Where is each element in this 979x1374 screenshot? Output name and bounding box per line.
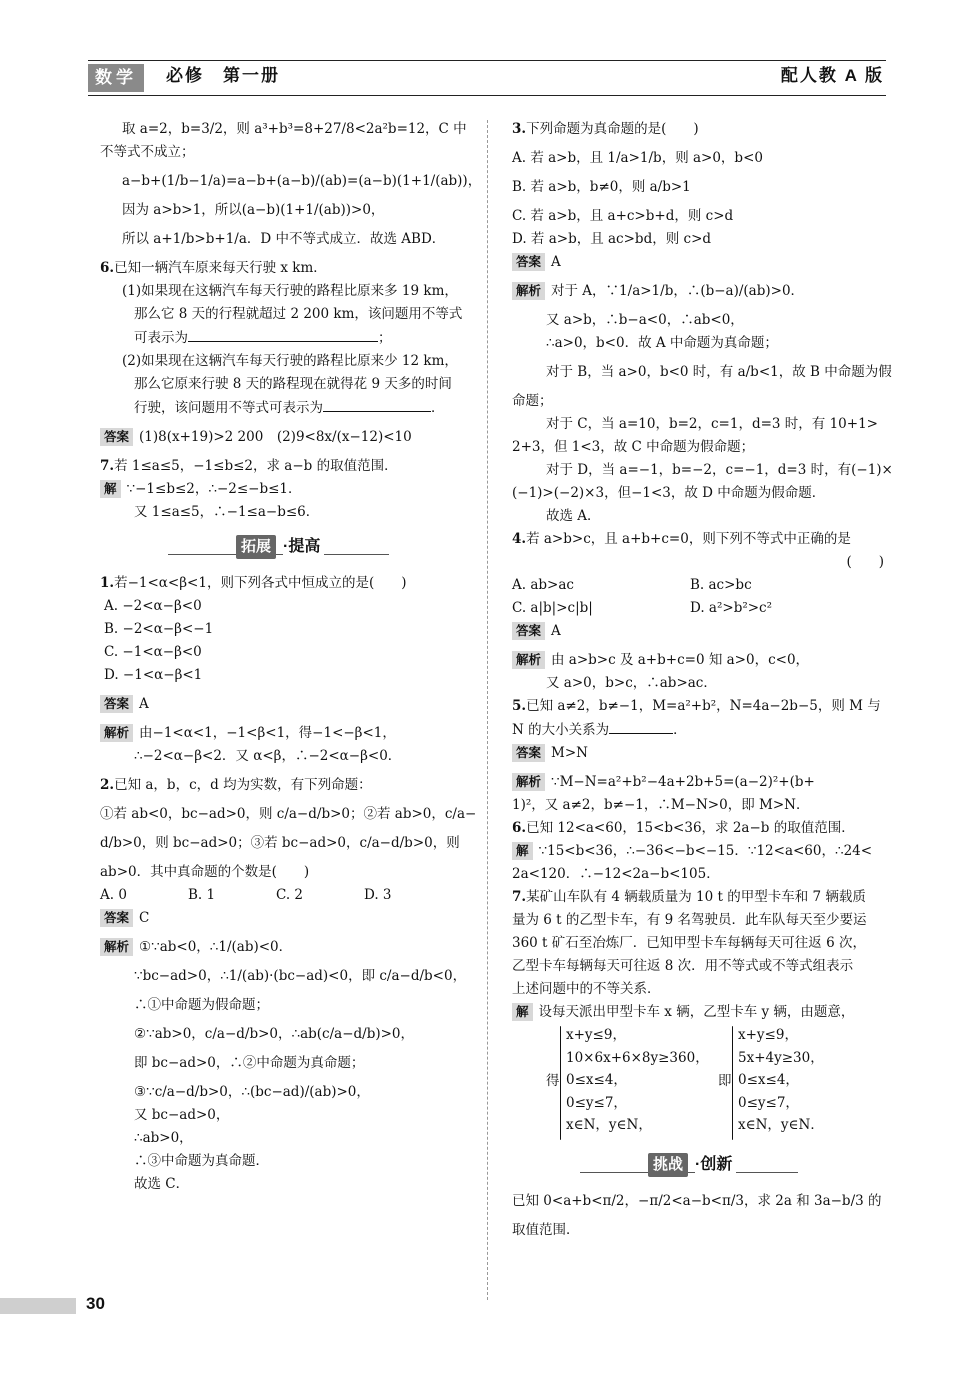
column-divider: [487, 120, 488, 1300]
text-line: 已知 0<a+b<π/2，−π/2<a−b<π/3，求 2a 和 3a−b/3 的: [512, 1193, 882, 1209]
analysis-line: 命题；: [512, 393, 553, 409]
answer-text: C: [139, 910, 150, 926]
brace-left: [560, 1026, 561, 1140]
question-7-right: [512, 886, 884, 1142]
answer-text: A: [551, 254, 561, 270]
text-line: 因为 a>b>1，所以(a−b)(1+1/(ab))>0，: [122, 202, 385, 218]
answer-tag: 答案: [512, 622, 545, 640]
system-2: [738, 1024, 824, 1137]
text-line: ab>0．其中真命题的个数是( ): [100, 864, 310, 880]
text-line: a−b+(1/b−1/a)=a−b+(a−b)/(ab)=(a−b)(1+1/(ab))，: [122, 173, 482, 189]
analysis-line: 对于 D，当 a=−1，b=−2，c=−1，d=3 时，有(−1)×: [546, 462, 893, 478]
answer-blank[interactable]: [609, 718, 673, 734]
solution-line: 2a<120．∴−12<2a−b<105．: [512, 866, 720, 882]
left-column: [100, 118, 482, 1196]
option-d: D. a²>b²>c²: [690, 600, 773, 616]
question-number: 3.: [512, 121, 527, 137]
section-heading-challenge: [512, 1150, 884, 1184]
analysis-line: 又 bc−ad>0，: [134, 1107, 230, 1123]
page-header: [88, 60, 886, 96]
question-number: 6.: [100, 260, 115, 276]
question-6-right: [512, 817, 884, 886]
question-number: 2.: [100, 777, 115, 793]
text-line: d/b>0，则 bc−ad>0；③若 bc−ad>0，c/a−d/b>0，则: [100, 835, 460, 851]
solution-line: ∵15<b<36，∴−36<−b<−15．∵12<a<60，∴24<: [538, 843, 873, 859]
inequality-systems: [512, 1024, 884, 1142]
question-stem: 已知 12<a<60，15<b<36，求 2a−b 的取值范围．: [526, 820, 855, 836]
text-line: 可表示为: [134, 330, 188, 346]
question-4: [512, 528, 884, 695]
analysis-line: ③∵c/a−d/b>0，∴(bc−ad)/(ab)>0，: [134, 1084, 370, 1100]
analysis-line: 2+3，但 1<3，故 C 中命题为假命题；: [512, 439, 755, 455]
exercise-1: [100, 572, 475, 768]
question-number: 7.: [512, 889, 527, 905]
question-6: [100, 257, 475, 449]
solution-tag: 解: [512, 1003, 533, 1021]
analysis-line: (−1)>(−2)×3，但−1<3，故 D 中命题为假命题．: [512, 485, 826, 501]
question-stem: 某矿山车队有 4 辆载质量为 10 t 的甲型卡车和 7 辆载质: [526, 889, 866, 905]
text-line: ①若 ab<0，bc−ad>0，则 c/a−d/b>0；②若 ab>0，c/a−: [100, 806, 477, 822]
system-prefix: 即: [718, 1073, 732, 1089]
system-line: x+y≤9，: [738, 1027, 798, 1043]
question-7: [100, 455, 475, 524]
question-stem: 若 a>b>c，且 a+b+c=0，则下列不等式中正确的是: [526, 531, 851, 547]
system-line: x∈N，y∈N，: [566, 1117, 652, 1133]
analysis-line: 由 a>b>c 及 a+b+c=0 知 a>0，c<0，: [551, 652, 810, 668]
text-line: 上述问题中的不等关系．: [512, 981, 661, 997]
answer-tag: 答案: [512, 744, 545, 762]
option-b: B. 若 a>b，b≠0，则 a/b>1: [512, 179, 691, 195]
text-line: 那么它原来行驶 8 天的路程现在就得花 9 天多的时间: [134, 376, 452, 392]
answer-blank[interactable]: [323, 396, 431, 412]
question-number: 1.: [100, 575, 115, 591]
analysis-tag: 解析: [512, 282, 545, 300]
analysis-line: ①∵ab<0，∴1/(ab)<0．: [139, 939, 293, 955]
text-line: 不等式不成立；: [100, 144, 195, 160]
answer-text: (1)8(x+19)>2 200 (2)9<8x/(x−12)<10: [139, 429, 412, 445]
section-title: ·提高: [283, 535, 324, 559]
option-c: C. 若 a>b，且 a+c>b+d，则 c>d: [512, 208, 734, 224]
right-column: [512, 118, 893, 1242]
page-number: 30: [86, 1294, 105, 1313]
question-number: 5.: [512, 698, 527, 714]
challenge-question: [512, 1190, 884, 1242]
analysis-line: 又 a>b，∴b−a<0，∴ab<0，: [546, 312, 744, 328]
section-rule: [168, 554, 389, 555]
option-c: C. 2: [276, 887, 304, 903]
system-line: x∈N，y∈N．: [738, 1117, 824, 1133]
analysis-line: ∵bc−ad>0，∴1/(ab)·(bc−ad)<0，即 c/a−d/b<0，: [134, 968, 467, 984]
analysis-tag: 解析: [512, 651, 545, 669]
subject-badge: 数学: [88, 64, 144, 92]
solution-line: 又 1≤a≤5，∴−1≤a−b≤6．: [134, 504, 320, 520]
text-line: 量为 6 t 的乙型卡车，有 9 名驾驶员．此车队每天至少要运: [512, 912, 867, 928]
option-a: A. 0: [100, 887, 127, 903]
solution-tag: 解: [512, 842, 533, 860]
analysis-line: 故选 A．: [546, 508, 601, 524]
option-b: B. 1: [188, 887, 216, 903]
analysis-line: 即 bc−ad>0，∴②中命题为真命题；: [134, 1055, 365, 1071]
section-box-label: 挑战: [648, 1153, 688, 1177]
solution-line: ∵−1≤b≤2，∴−2≤−b≤1．: [126, 481, 302, 497]
solution-tag: 解: [100, 480, 121, 498]
question-stem: 若−1<α<β<1，则下列各式中恒成立的是( ): [114, 575, 407, 591]
analysis-line: 由−1<α<1，−1<β<1，得−1<−β<1，: [139, 725, 396, 741]
text-line: 所以 a+1/b>b+1/a．D 中不等式成立．故选 ABD．: [122, 231, 446, 247]
intro-solution: [100, 118, 482, 251]
text-line: 取值范围．: [512, 1222, 580, 1238]
question-stem: 已知一辆汽车原来每天行驶 x km．: [114, 260, 327, 276]
analysis-line: 又 a>0，b>c，∴ab>ac．: [546, 675, 717, 691]
question-stem: 已知 a，b，c，d 均为实数，有下列命题：: [114, 777, 372, 793]
text-line: 那么它 8 天的行程就超过 2 200 km，该问题用不等式: [134, 306, 463, 322]
section-heading-extension: [100, 532, 475, 566]
option-d: D. −1<α−β<1: [104, 667, 203, 683]
analysis-line: 对于 A，∵1/a>1/b，∴(b−a)/(ab)>0．: [551, 283, 805, 299]
book-title: 必修 第一册: [166, 66, 280, 85]
analysis-tag: 解析: [512, 773, 545, 791]
question-stem: 已知 a≠2，b≠−1，M=a²+b²，N=4a−2b−5，则 M 与: [526, 698, 881, 714]
question-number: 6.: [512, 820, 527, 836]
text-line: 360 t 矿石至冶炼厂．已知甲型卡车每辆每天可往返 6 次，: [512, 935, 866, 951]
question-stem: 若 1≤a≤5，−1≤b≤2，求 a−b 的取值范围．: [114, 458, 398, 474]
analysis-line: ∴a>0，b<0．故 A 中命题为真命题；: [546, 335, 778, 351]
option-a: A. 若 a>b，且 1/a>1/b，则 a>0，b<0: [512, 150, 763, 166]
system-1: [566, 1024, 709, 1137]
section-rule: [580, 1172, 798, 1173]
system-prefix: 得: [546, 1073, 560, 1089]
question-5: [512, 695, 884, 817]
system-line: x+y≤9，: [566, 1027, 626, 1043]
option-b: B. ac>bc: [690, 577, 752, 593]
analysis-line: ∵M−N=a²+b²−4a+2b+5=(a−2)²+(b+: [551, 774, 815, 790]
system-line: 0≤x≤4，: [738, 1072, 799, 1088]
question-stem: 下列命题为真命题的是( ): [526, 121, 699, 137]
section-box-label: 拓展: [236, 535, 276, 559]
analysis-line: ∴①中命题为假命题；: [134, 997, 269, 1013]
text-line: 行驶，该问题用不等式可表示为: [134, 400, 323, 416]
analysis-line: 对于 B，当 a>0，b<0 时，有 a/b<1，故 B 中命题为假: [546, 364, 892, 380]
analysis-line: 故选 C．: [134, 1176, 190, 1192]
analysis-line: 对于 C，当 a=10，b=2，c=1，d=3 时，有 10+1>: [546, 416, 878, 432]
question-number: 7.: [100, 458, 115, 474]
answer-tag: 答案: [100, 695, 133, 713]
answer-blank[interactable]: [188, 326, 378, 342]
option-c: C. a|b|>c|b|: [512, 600, 593, 616]
answer-paren: ( ): [846, 554, 884, 570]
brace-left: [732, 1026, 733, 1140]
analysis-line: ∴−2<α−β<2．又 α<β，∴−2<α−β<0．: [134, 748, 402, 764]
answer-text: A: [139, 696, 149, 712]
text-line: 乙型卡车每辆每天可往返 8 次．用不等式或不等式组表示: [512, 958, 854, 974]
system-line: 5x+4y≥30，: [738, 1049, 824, 1066]
option-b: B. −2<α−β<−1: [104, 621, 214, 637]
answer-tag: 答案: [512, 253, 545, 271]
analysis-tag: 解析: [100, 724, 133, 742]
analysis-line: ②∵ab>0，c/a−d/b>0，∴ab(c/a−d/b)>0，: [134, 1026, 414, 1042]
system-line: 0≤y≤7，: [738, 1094, 799, 1111]
answer-tag: 答案: [100, 428, 133, 446]
option-c: C. −1<α−β<0: [104, 644, 202, 660]
answer-text: A: [551, 623, 561, 639]
edition-label: 配人教 A 版: [780, 66, 884, 85]
analysis-tag: 解析: [100, 938, 133, 956]
system-line: 0≤x≤4，: [566, 1072, 627, 1088]
solution-line: 设每天派出甲型卡车 x 辆，乙型卡车 y 辆，由题意，: [538, 1004, 855, 1020]
answer-text: M>N: [551, 745, 588, 761]
text-line: 取 a=2，b=3/2，则 a³+b³=8+27/8<2a²b=12，C 中: [122, 121, 467, 137]
question-stem: N 的大小关系为: [512, 722, 610, 738]
option-d: D. 若 a>b，且 ac>bd，则 c>d: [512, 231, 712, 247]
text-line: (2)如果现在这辆汽车每天行驶的路程比原来少 12 km，: [122, 353, 458, 369]
punct: ；: [378, 330, 392, 346]
text-line: (1)如果现在这辆汽车每天行驶的路程比原来多 19 km，: [122, 283, 458, 299]
analysis-line: 1)²，又 a≠2，b≠−1，∴M−N>0，即 M>N．: [512, 797, 810, 813]
section-title: ·创新: [695, 1153, 736, 1177]
system-line: 10×6x+6×8y≥360，: [566, 1049, 709, 1066]
system-line: 0≤y≤7，: [566, 1094, 627, 1111]
exercise-2: [100, 774, 475, 1196]
analysis-line: ∴ab>0，: [134, 1130, 193, 1146]
question-number: 4.: [512, 531, 527, 547]
option-d: D. 3: [364, 887, 392, 903]
option-a: A. ab>ac: [512, 577, 574, 593]
analysis-line: ∴③中命题为真命题．: [134, 1153, 269, 1169]
footer-bar: [0, 1298, 76, 1314]
punct: ．: [431, 400, 445, 416]
question-3: [512, 118, 893, 528]
punct: ．: [673, 722, 687, 738]
answer-tag: 答案: [100, 909, 133, 927]
option-a: A. −2<α−β<0: [104, 598, 202, 614]
